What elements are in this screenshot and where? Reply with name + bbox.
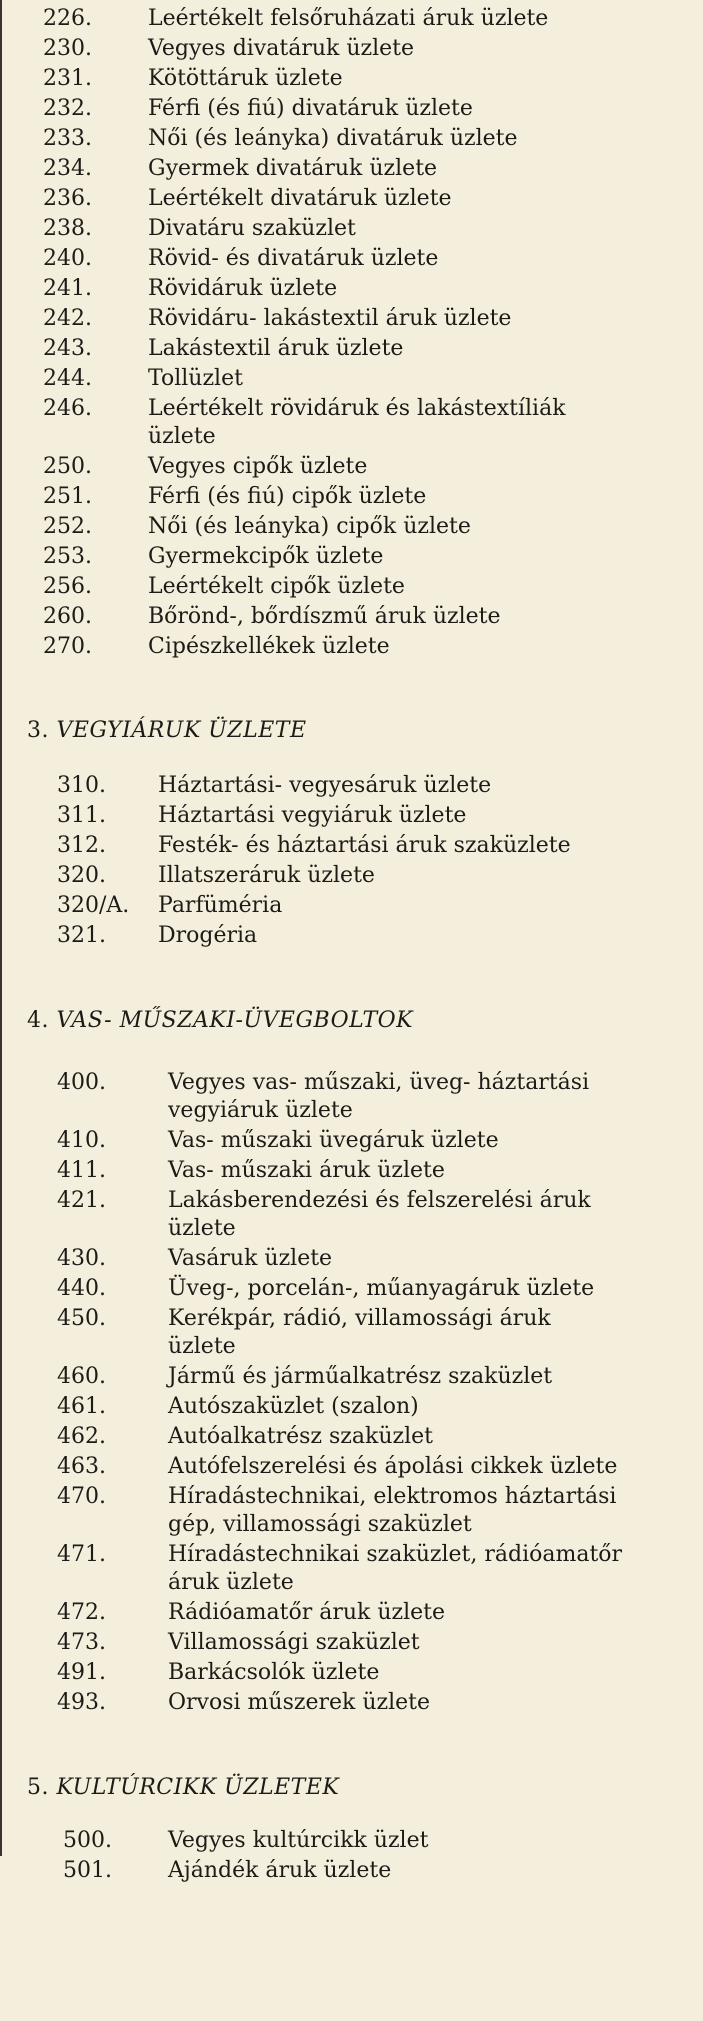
item-number: 320. <box>57 863 106 888</box>
item-text: Jármű és járműalkatrész szaküzlet <box>168 1364 553 1389</box>
section-title: VEGYIÁRUK ÜZLETE <box>56 718 307 743</box>
item-text: Barkácsolók üzlete <box>168 1660 380 1685</box>
item-text: Férfi (és fiú) divatáruk üzlete <box>148 96 473 121</box>
item-text: Férfi (és fiú) cipők üzlete <box>148 484 427 509</box>
item-number: 320/A. <box>57 893 130 918</box>
item-number: 493. <box>57 1690 106 1715</box>
item-text: Vegyes kultúrcikk üzlet <box>168 1828 429 1853</box>
item-text: Autószaküzlet (szalon) <box>168 1394 419 1419</box>
item-number: 311. <box>57 803 106 828</box>
item-text: Üveg-, porcelán-, műanyagáruk üzlete <box>168 1276 595 1301</box>
item-number: 242. <box>43 306 92 331</box>
item-text: Vegyes cipők üzlete <box>148 454 368 479</box>
item-text: Híradástechnikai, elektromos háztartási <box>168 1484 617 1509</box>
item-number: 230. <box>43 36 92 61</box>
item-number: 243. <box>43 336 92 361</box>
item-text: Lakásberendezési és felszerelési áruk <box>168 1188 591 1213</box>
item-number: 472. <box>57 1600 106 1625</box>
section-number: 3. <box>27 718 49 743</box>
item-text: Vasáruk üzlete <box>168 1246 333 1271</box>
item-number: 450. <box>57 1306 106 1331</box>
item-number: 411. <box>57 1158 106 1183</box>
item-number: 238. <box>43 216 92 241</box>
item-number: 236. <box>43 186 92 211</box>
item-text: Rádióamatőr áruk üzlete <box>168 1600 446 1625</box>
item-number: 462. <box>57 1424 106 1449</box>
item-text: Gyermek divatáruk üzlete <box>148 156 438 181</box>
item-number: 473. <box>57 1630 106 1655</box>
item-number: 430. <box>57 1246 106 1271</box>
item-text: Kerékpár, rádió, villamossági áruk <box>168 1306 551 1331</box>
item-text: Vas- műszaki áruk üzlete <box>168 1158 445 1183</box>
item-number: 251. <box>43 484 92 509</box>
item-number: 240. <box>43 246 92 271</box>
item-text: Autóalkatrész szaküzlet <box>168 1424 433 1449</box>
item-text: Női (és leányka) divatáruk üzlete <box>148 126 518 151</box>
section-title: VAS- MŰSZAKI-ÜVEGBOLTOK <box>56 1008 414 1033</box>
item-number: 226. <box>43 6 92 31</box>
item-text: Orvosi műszerek üzlete <box>168 1690 431 1715</box>
item-text: Lakástextil áruk üzlete <box>148 336 404 361</box>
item-text: Leértékelt cipők üzlete <box>148 574 405 599</box>
item-text: Bőrönd-, bőrdíszmű áruk üzlete <box>148 604 501 629</box>
item-text: Női (és leányka) cipők üzlete <box>148 514 471 539</box>
item-number: 461. <box>57 1394 106 1419</box>
item-number: 460. <box>57 1364 106 1389</box>
item-text: üzlete <box>168 1334 236 1359</box>
section-title: KULTÚRCIKK ÜZLETEK <box>56 1775 340 1800</box>
item-text: Drogéria <box>158 923 258 948</box>
item-number: 231. <box>43 66 92 91</box>
item-text: Illatszeráruk üzlete <box>158 863 375 888</box>
item-number: 244. <box>43 366 92 391</box>
item-number: 234. <box>43 156 92 181</box>
item-text: Villamossági szaküzlet <box>168 1630 420 1655</box>
section-heading-vas-muszaki <box>27 1006 413 1036</box>
item-text: Háztartási vegyiáruk üzlete <box>158 803 467 828</box>
item-text: Leértékelt rövidáruk és lakástextíliák <box>148 396 566 421</box>
item-number: 470. <box>57 1484 106 1509</box>
item-text: Autófelszerelési és ápolási cikkek üzlete <box>168 1454 618 1479</box>
item-text: Háztartási- vegyesáruk üzlete <box>158 773 492 798</box>
item-number: 260. <box>43 604 92 629</box>
item-number: 241. <box>43 276 92 301</box>
item-number: 471. <box>57 1542 106 1567</box>
item-number: 500. <box>63 1828 112 1853</box>
item-text: vegyiáruk üzlete <box>168 1098 353 1123</box>
item-number: 421. <box>57 1188 106 1213</box>
item-number: 246. <box>43 396 92 421</box>
item-number: 463. <box>57 1454 106 1479</box>
section-heading-kulturcikk <box>27 1773 339 1803</box>
item-text: Rövidáruk üzlete <box>148 276 338 301</box>
item-number: 253. <box>43 544 92 569</box>
item-number: 400. <box>57 1070 106 1095</box>
item-number: 410. <box>57 1128 106 1153</box>
item-number: 440. <box>57 1276 106 1301</box>
item-number: 256. <box>43 574 92 599</box>
item-text: áruk üzlete <box>168 1570 294 1595</box>
item-text: Leértékelt felsőruházati áruk üzlete <box>148 6 549 31</box>
item-number: 310. <box>57 773 106 798</box>
item-number: 312. <box>57 833 106 858</box>
item-number: 232. <box>43 96 92 121</box>
item-text: Cipészkellékek üzlete <box>148 634 390 659</box>
item-text: Festék- és háztartási áruk szaküzlete <box>158 833 571 858</box>
item-text: Híradástechnikai szaküzlet, rádióamatőr <box>168 1542 623 1567</box>
item-text: Rövid- és divatáruk üzlete <box>148 246 439 271</box>
item-text: Leértékelt divatáruk üzlete <box>148 186 452 211</box>
item-number: 233. <box>43 126 92 151</box>
item-text: Gyermekcipők üzlete <box>148 544 384 569</box>
item-number: 250. <box>43 454 92 479</box>
left-margin-rule <box>0 0 2 1856</box>
item-text: üzlete <box>148 424 216 449</box>
item-number: 321. <box>57 923 106 948</box>
item-text: üzlete <box>168 1216 236 1241</box>
section-number: 4. <box>27 1008 49 1033</box>
item-number: 501. <box>63 1858 112 1883</box>
item-text: Rövidáru- lakástextil áruk üzlete <box>148 306 512 331</box>
section-number: 5. <box>27 1775 49 1800</box>
item-text: Vas- műszaki üvegáruk üzlete <box>168 1128 499 1153</box>
item-text: Kötöttáruk üzlete <box>148 66 343 91</box>
item-text: gép, villamossági szaküzlet <box>168 1512 472 1537</box>
item-number: 270. <box>43 634 92 659</box>
item-text: Parfüméria <box>158 893 283 918</box>
item-text: Divatáru szaküzlet <box>148 216 356 241</box>
item-text: Ajándék áruk üzlete <box>168 1858 392 1883</box>
section-heading-vegyiaruk <box>27 716 307 746</box>
item-text: Tollüzlet <box>148 366 243 391</box>
item-number: 252. <box>43 514 92 539</box>
item-text: Vegyes divatáruk üzlete <box>148 36 415 61</box>
item-text: Vegyes vas- műszaki, üveg- háztartási <box>168 1070 590 1095</box>
item-number: 491. <box>57 1660 106 1685</box>
